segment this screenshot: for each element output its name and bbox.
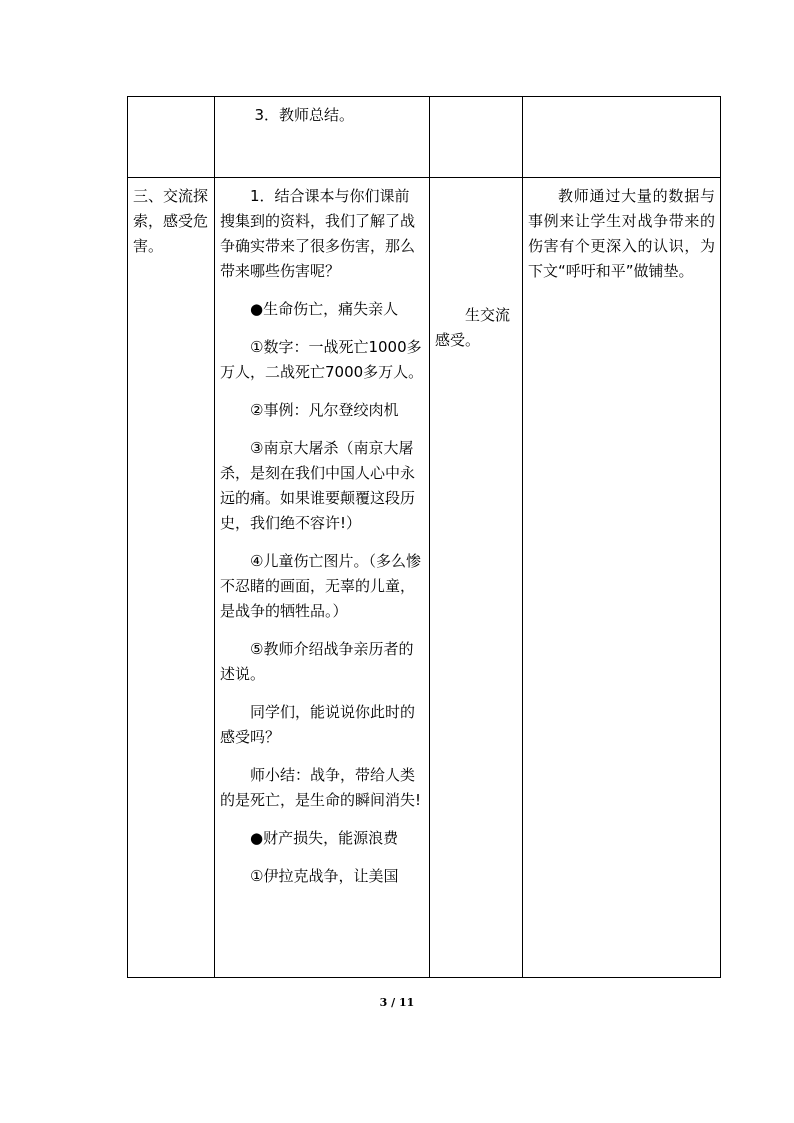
teacher-summary-text: 3．教师总结。 — [254, 106, 355, 124]
table-row — [128, 97, 721, 178]
row2-student-activity-cell — [430, 178, 523, 978]
paragraph-iraq-war: ①伊拉克战争，让美国 — [250, 867, 399, 885]
row2-design-intent-cell — [523, 178, 721, 978]
paragraph-heading-property-loss: ●财产损失，能源浪费 — [250, 829, 399, 847]
page-number: 3 / 11 — [379, 996, 415, 1009]
paragraph-heading-casualties: ●生命伤亡，痛失亲人 — [250, 300, 399, 318]
paragraph-nanjing: ③南京大屠杀（南京大屠杀，是刻在我们中国人心中永远的痛。如果谁要颠覆这段历史，我们绝不容许!） — [220, 439, 416, 532]
lesson-plan-table — [127, 96, 721, 978]
paragraph-witness: ⑤教师介绍战争亲历者的述说。 — [220, 640, 414, 683]
paragraph-intro-question: 1．结合课本与你们课前搜集到的资料，我们了解了战争确实带来了很多伤害，那么带来哪些伤害呢？ — [220, 187, 416, 280]
paragraph-feelings-question: 同学们，能说说你此时的感受吗？ — [220, 703, 416, 746]
row1-teacher-activity-cell — [215, 97, 430, 178]
design-intent-text: 教师通过大量的数据与事例来让学生对战争带来的伤害有个更深入的认识，为下文“呼吁和平”做铺垫。 — [528, 187, 715, 280]
student-activity-text: 生交流感受。 — [435, 306, 511, 349]
table-row — [128, 178, 721, 978]
paragraph-numbers: ①数字：一战死亡1000多万人，二战死亡7000多万人。 — [220, 338, 424, 381]
paragraph-verdun: ②事例：凡尔登绞肉机 — [250, 401, 399, 419]
row1-design-intent-cell — [523, 97, 721, 178]
row1-student-activity-cell — [430, 97, 523, 178]
row2-stage-cell — [128, 178, 215, 978]
row1-stage-cell — [128, 97, 215, 178]
paragraph-children: ④儿童伤亡图片。（多么惨不忍睹的画面，无辜的儿童，是战争的牺牲品。） — [220, 552, 421, 620]
row2-teacher-activity-cell — [215, 178, 430, 978]
paragraph-teacher-summary: 师小结：战争，带给人类的是死亡，是生命的瞬间消失! — [220, 766, 422, 809]
stage-title: 三、交流探索，感受危害。 — [133, 187, 209, 255]
